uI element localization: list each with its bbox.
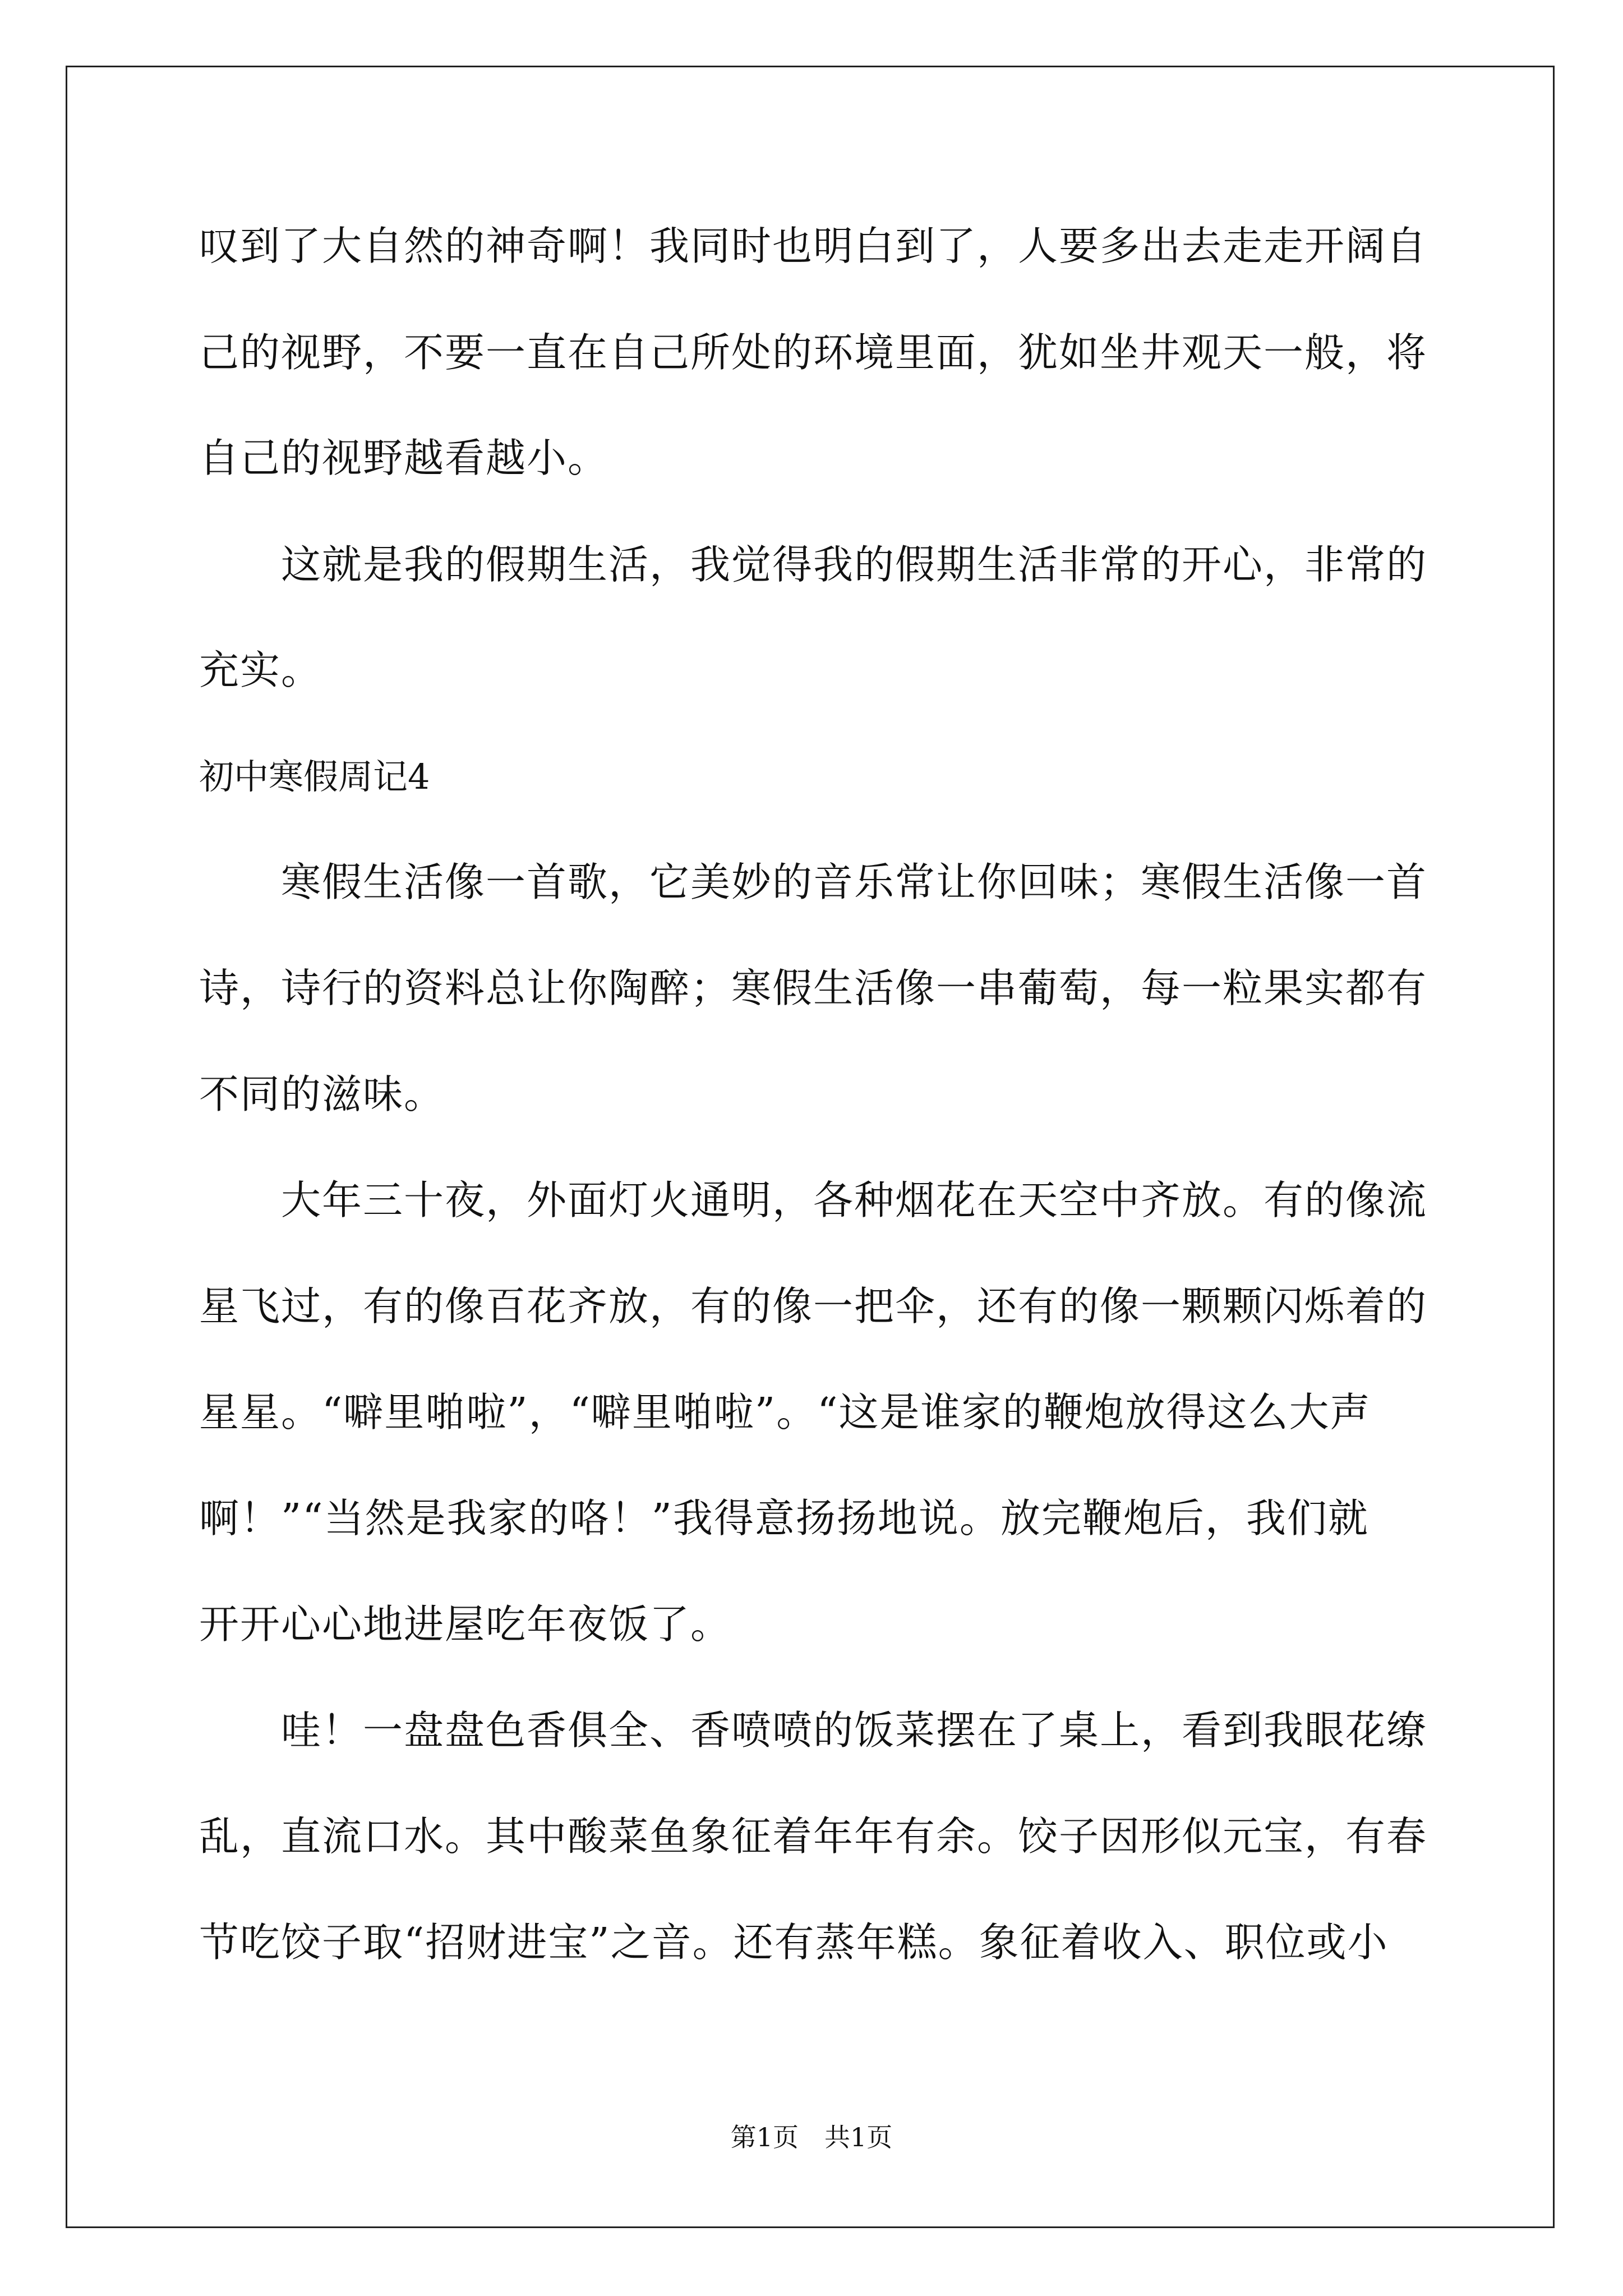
text-line: 诗，诗行的资料总让你陶醉；寒假生活像一串葡萄，每一粒果实都有 [199,965,1428,1011]
text-line: 寒假生活像一首歌，它美妙的音乐常让你回味；寒假生活像一首 [199,859,1428,905]
text-line: 这就是我的假期生活，我觉得我的假期生活非常的开心，非常的 [199,541,1428,588]
text-line: 不同的滋味。 [199,1071,445,1117]
text-line: 乱，直流口水。其中酸菜鱼象征着年年有余。饺子因形似元宝，有春 [199,1813,1428,1860]
text-line: 节吃饺子取“招财进宝”之音。还有蒸年糕。象征着收入、职位或小 [199,1919,1389,1966]
text-line: 充实。 [199,647,322,693]
text-line: 大年三十夜，外面灯火通明，各种烟花在天空中齐放。有的像流 [199,1177,1428,1223]
text-line: 星飞过，有的像百花齐放，有的像一把伞，还有的像一颗颗闪烁着的 [199,1283,1428,1329]
text-line: 己的视野，不要一直在自己所处的环境里面，犹如坐井观天一般，将 [199,329,1428,376]
text-line: 啊！”“当然是我家的咯！”我得意扬扬地说。放完鞭炮后，我们就 [199,1495,1369,1542]
text-line: 叹到了大自然的神奇啊！我同时也明白到了，人要多出去走走开阔自 [199,223,1428,269]
section-heading: 初中寒假周记4 [199,756,430,797]
text-line: 自己的视野越看越小。 [199,435,609,481]
text-line: 开开心心地进屋吃年夜饭了。 [199,1601,732,1648]
text-line: 星星。“噼里啪啦”，“噼里啪啦”。“这是谁家的鞭炮放得这么大声 [199,1389,1371,1435]
page-number-footer: 第1页 共1页 [730,2122,893,2152]
page-border [66,66,1555,2228]
text-line: 哇！一盘盘色香俱全、香喷喷的饭菜摆在了桌上，看到我眼花缭 [199,1707,1428,1754]
